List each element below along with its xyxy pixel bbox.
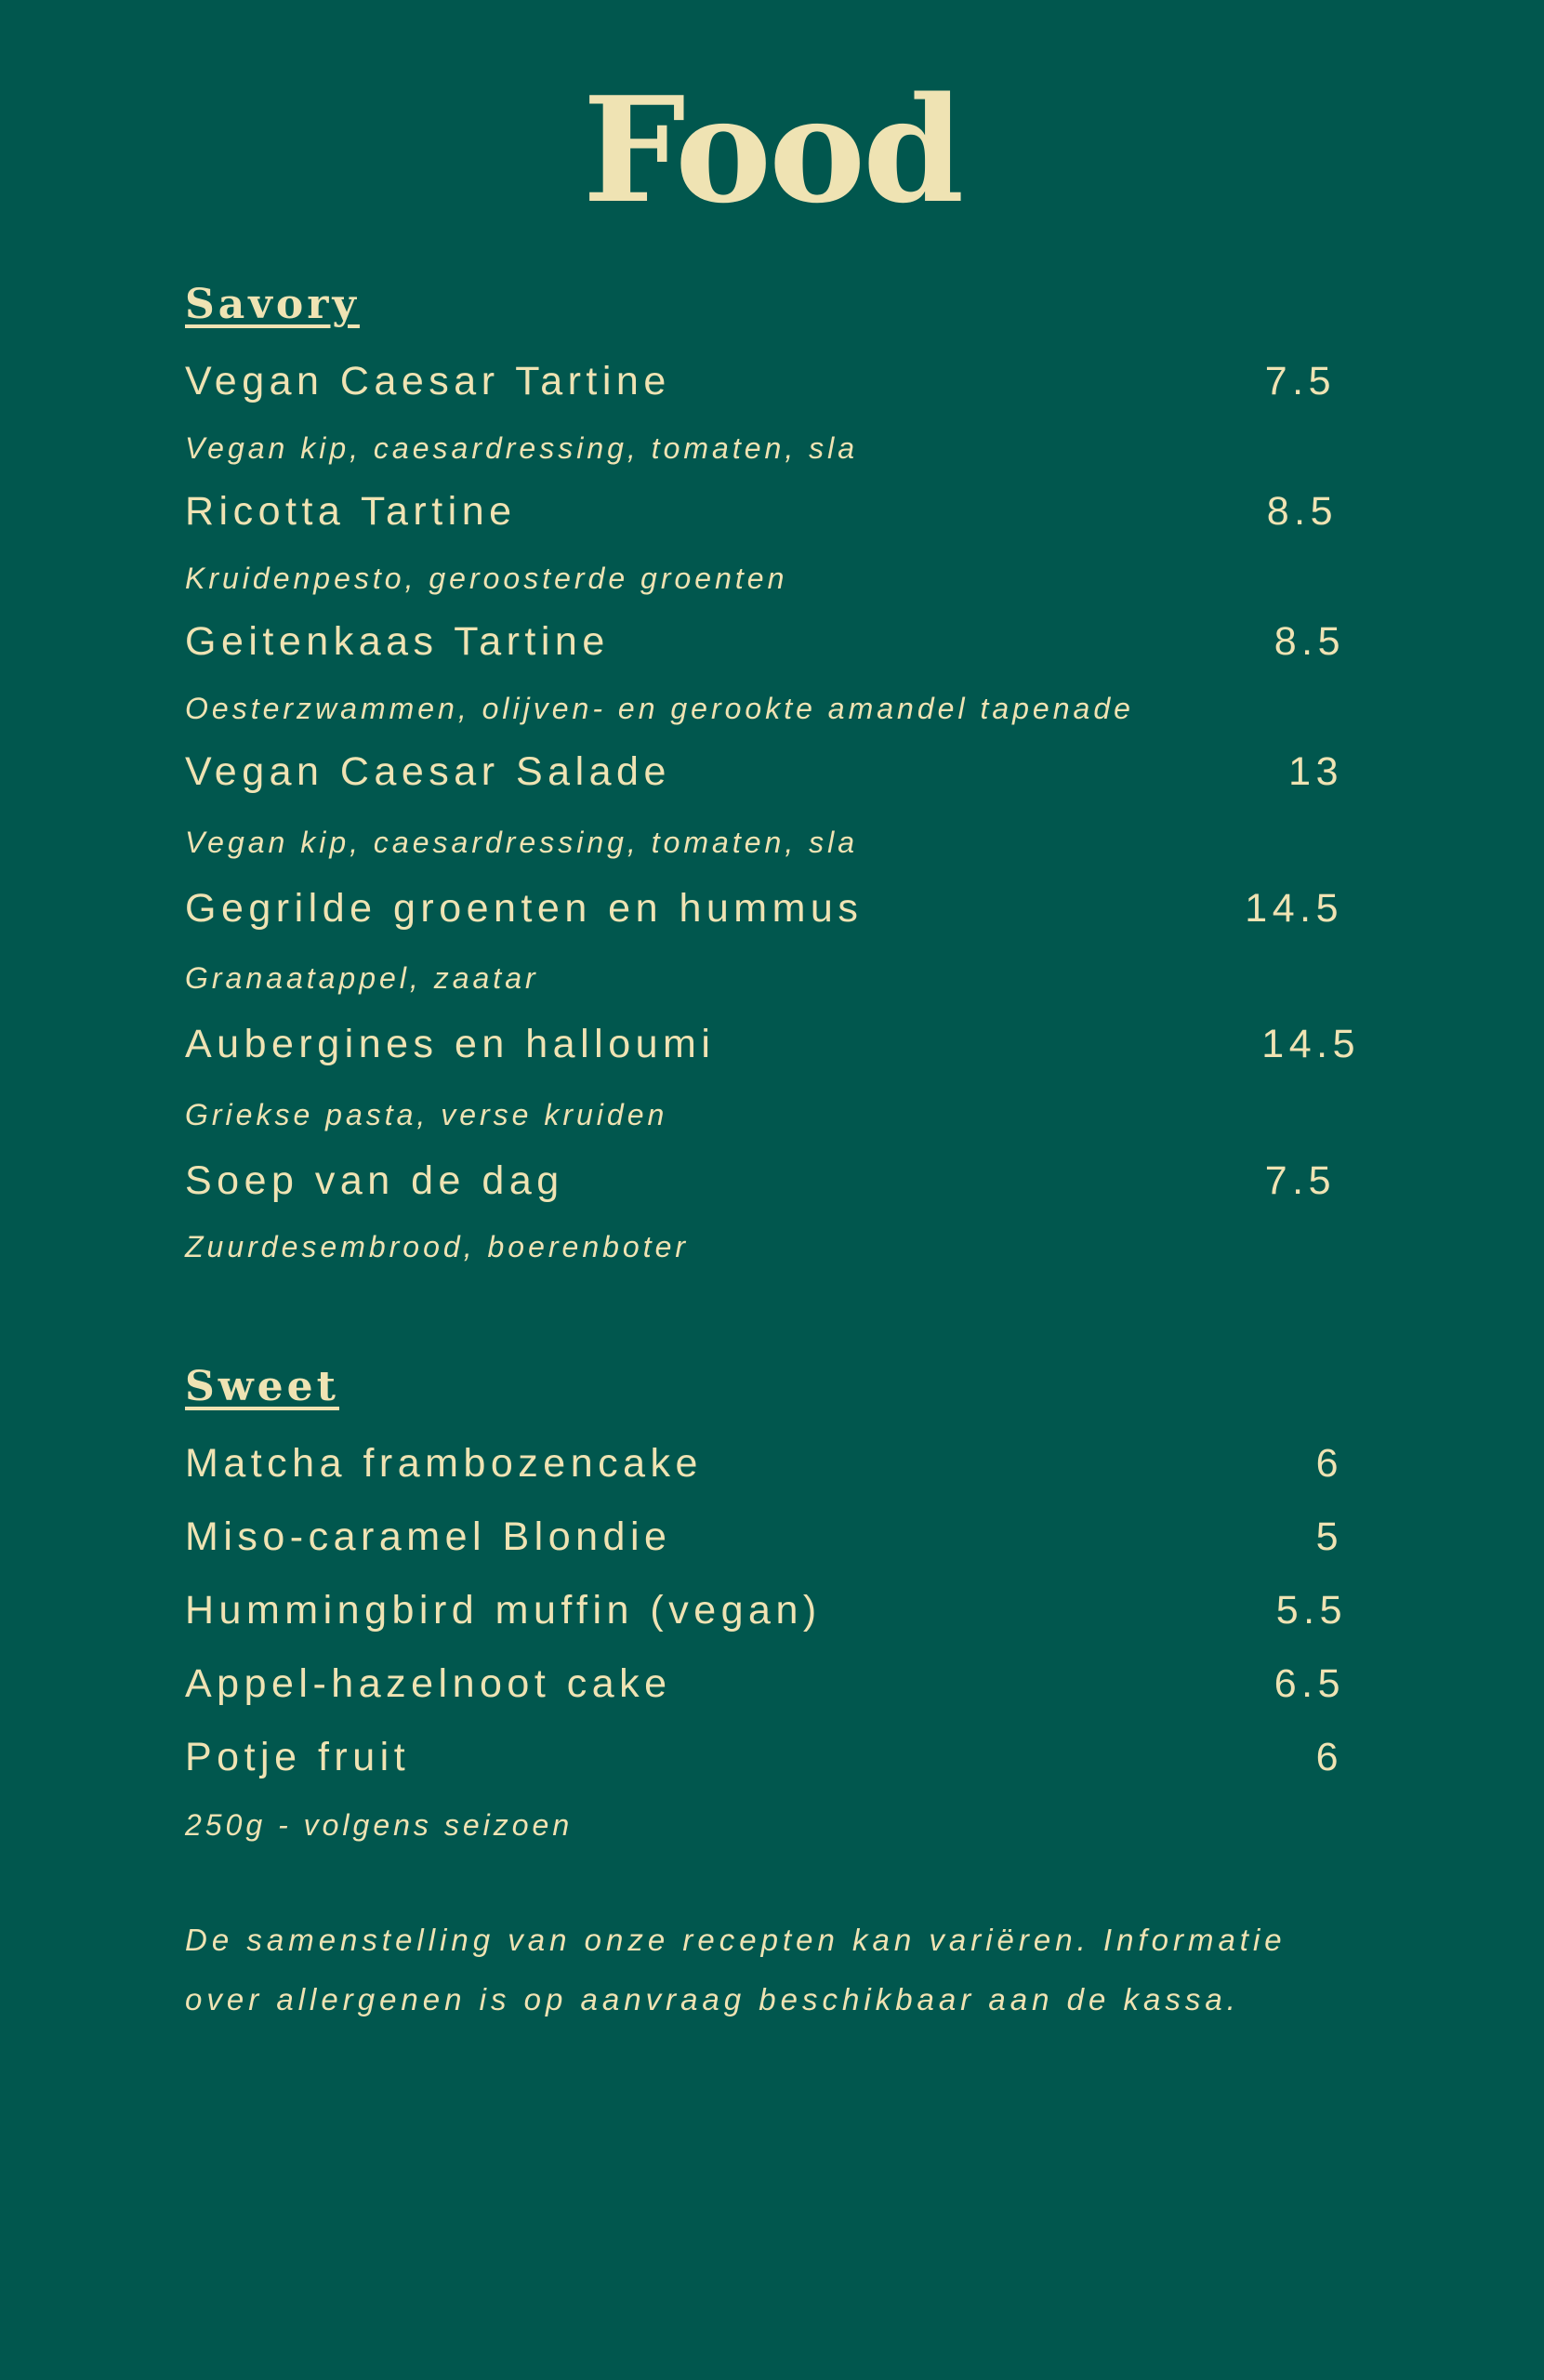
menu-item-name: Vegan Caesar Tartine xyxy=(185,359,671,403)
menu-item-name: Geitenkaas Tartine xyxy=(185,619,610,664)
menu-item-price: 5.5 xyxy=(1275,1588,1347,1633)
menu-item-name: Gegrilde groenten en hummus xyxy=(185,886,864,931)
menu-item-name: Aubergines en halloumi xyxy=(185,1022,716,1066)
menu-item-description: Vegan kip, caesardressing, tomaten, sla xyxy=(185,826,859,859)
section-heading-sweet: Sweet xyxy=(185,1363,339,1410)
menu-item-description: Griekse pasta, verse kruiden xyxy=(185,1098,668,1131)
menu-item-description: Vegan kip, caesardressing, tomaten, sla xyxy=(185,431,859,465)
menu-item-name: Vegan Caesar Salade xyxy=(185,749,671,794)
menu-item-price: 14.5 xyxy=(1245,886,1343,931)
page-title: Food xyxy=(582,65,962,235)
menu-item-description: Oesterzwammen, olijven- en gerookte amandel tapenade xyxy=(185,692,1134,725)
menu-item-price: 7.5 xyxy=(1264,359,1336,403)
allergen-note-line: De samenstelling van onze recepten kan variëren. Informatie xyxy=(185,1923,1287,1957)
menu-item-price: 5 xyxy=(1315,1514,1343,1559)
menu-item-name: Miso-caramel Blondie xyxy=(185,1514,672,1559)
menu-item-name: Potje fruit xyxy=(185,1735,411,1779)
menu-item-description: Granaatappel, zaatar xyxy=(185,961,539,995)
menu-item-name: Ricotta Tartine xyxy=(185,489,517,534)
menu-item-price: 8.5 xyxy=(1273,619,1345,664)
menu-item-price: 14.5 xyxy=(1261,1022,1360,1066)
menu-item-price: 8.5 xyxy=(1266,489,1338,534)
menu-item-price: 7.5 xyxy=(1264,1158,1336,1203)
menu-item-description: Kruidenpesto, geroosterde groenten xyxy=(185,562,788,595)
allergen-note-line: over allergenen is op aanvraag beschikbaar aan de kassa. xyxy=(185,1982,1240,2016)
menu-item-name: Appel-hazelnoot cake xyxy=(185,1661,672,1706)
menu-item-description: 250g - volgens seizoen xyxy=(185,1808,574,1842)
menu-item-name: Hummingbird muffin (vegan) xyxy=(185,1588,822,1633)
menu-item-price: 6 xyxy=(1315,1441,1343,1486)
menu-item-name: Soep van de dag xyxy=(185,1158,564,1203)
menu-item-price: 6.5 xyxy=(1273,1661,1345,1706)
section-heading-savory: Savory xyxy=(185,281,360,328)
menu-item-description: Zuurdesembrood, boerenboter xyxy=(185,1230,690,1263)
menu-item-price: 6 xyxy=(1315,1735,1343,1779)
menu-item-price: 13 xyxy=(1288,749,1343,794)
menu-item-name: Matcha frambozencake xyxy=(185,1441,703,1486)
